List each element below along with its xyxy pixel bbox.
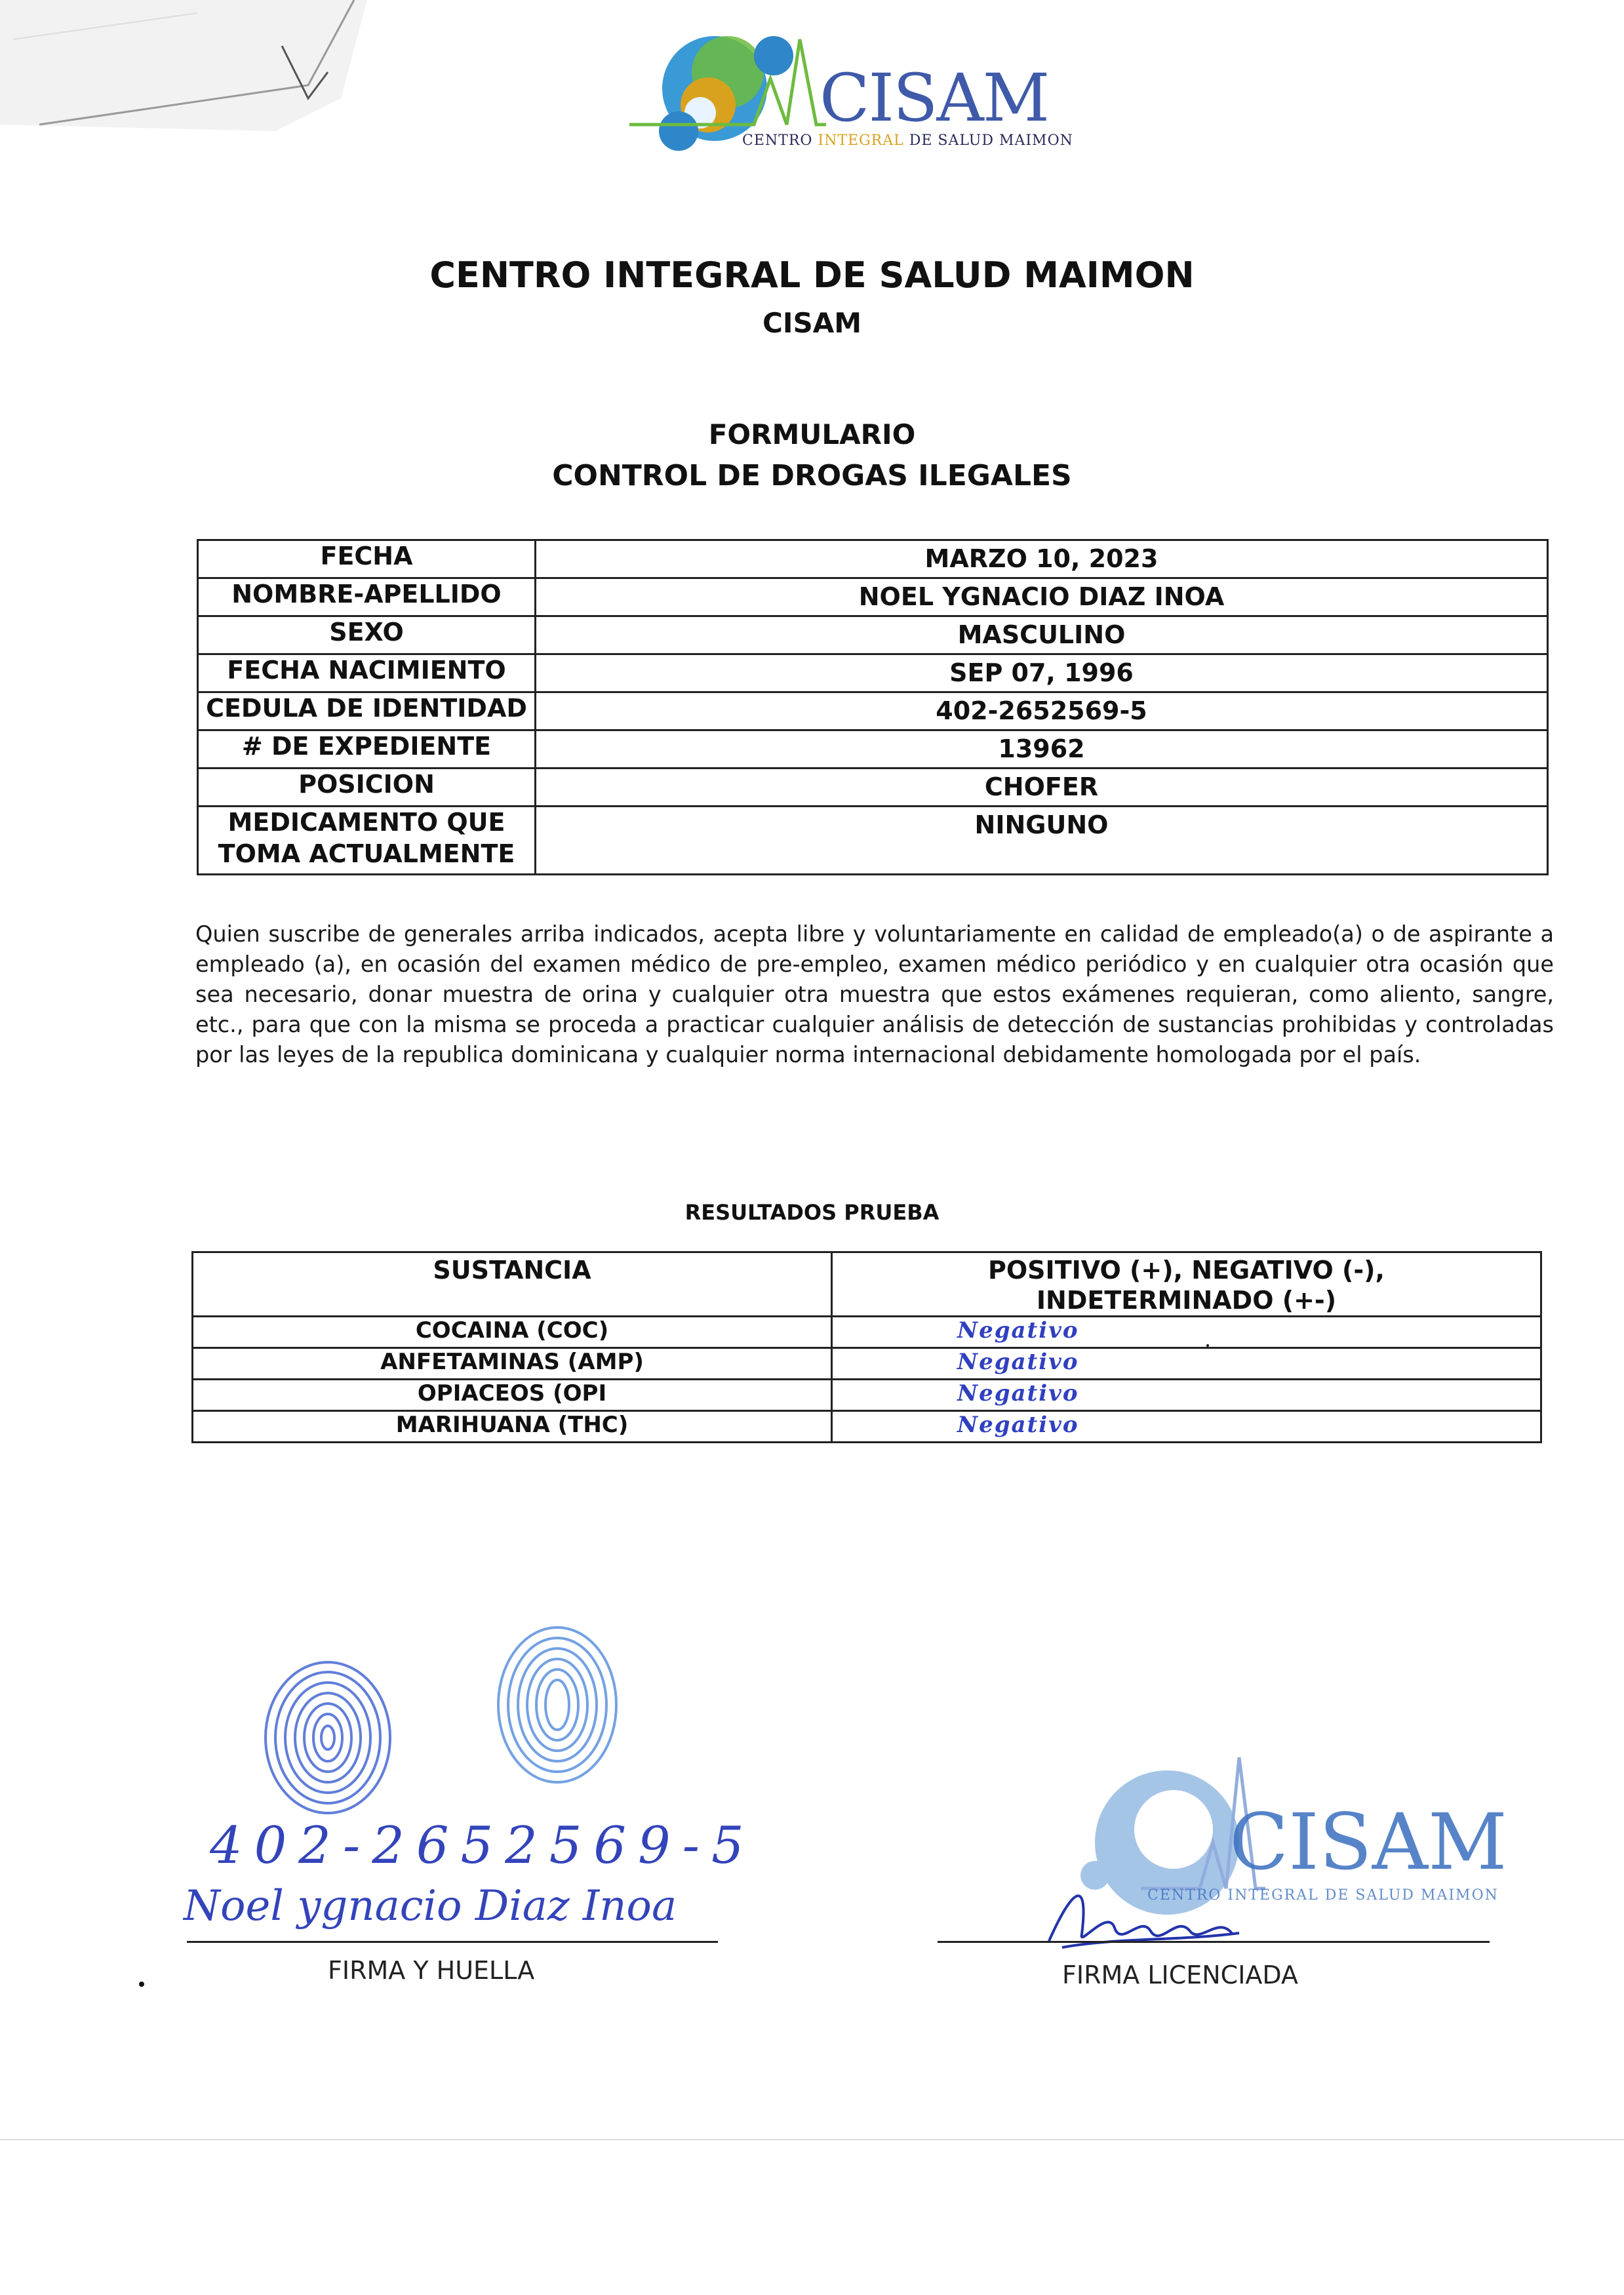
institution-title: CENTRO INTEGRAL DE SALUD MAIMON [429, 254, 1195, 296]
table-row [198, 540, 1548, 578]
substance-cell: MARIHUANA (THC) [193, 1411, 832, 1443]
field-value: 402-2652569-5 [536, 692, 1548, 730]
substance-cell: ANFETAMINAS (AMP) [193, 1348, 832, 1380]
logo-subtitle: CENTRO INTEGRAL DE SALUD MAIMON [742, 132, 1073, 149]
table-row [193, 1348, 1541, 1380]
field-label: MEDICAMENTO QUE TOMA ACTUALMENTE [198, 807, 536, 875]
stamp-subtitle: CENTRO INTEGRAL DE SALUD MAIMON [1147, 1887, 1499, 1904]
signature-line-left [187, 1941, 718, 1943]
field-label: POSICION [198, 768, 536, 807]
handwritten-result: Negativo [832, 1380, 1541, 1411]
form-title: CONTROL DE DROGAS ILEGALES [552, 459, 1072, 492]
field-value: MARZO 10, 2023 [536, 540, 1548, 578]
signature-caption-right: FIRMA LICENCIADA [1062, 1961, 1298, 1989]
scan-speck [1206, 1344, 1209, 1347]
substance-cell: COCAINA (COC) [193, 1317, 832, 1348]
table-row [193, 1411, 1541, 1443]
field-value: MASCULINO [536, 616, 1548, 654]
field-label: FECHA [198, 540, 536, 578]
handwritten-result: Negativo [832, 1348, 1541, 1380]
table-row [193, 1380, 1541, 1411]
form-label: FORMULARIO [708, 418, 916, 450]
table-row [198, 616, 1548, 654]
table-row [198, 654, 1548, 692]
field-label: SEXO [198, 616, 536, 654]
institution-acronym: CISAM [762, 307, 862, 339]
table-row [198, 730, 1548, 768]
field-value: NINGUNO [536, 807, 1548, 875]
table-row [198, 692, 1548, 730]
column-header-result: POSITIVO (+), NEGATIVO (-), INDETERMINADO (+-) [832, 1252, 1541, 1317]
field-label: NOMBRE-APELLIDO [198, 578, 536, 616]
field-value: SEP 07, 1996 [536, 654, 1548, 692]
substance-cell: OPIACEOS (OPI [193, 1380, 832, 1411]
page-edge [0, 2139, 1624, 2140]
table-row [198, 768, 1548, 807]
stamp-wordmark: CISAM [1229, 1797, 1507, 1887]
handwritten-result: Negativo [832, 1317, 1541, 1348]
table-row [198, 807, 1548, 875]
signature-line-right [938, 1941, 1490, 1943]
field-value: 13962 [536, 730, 1548, 768]
consent-paragraph: Quien suscribe de generales arriba indicados, acepta libre y voluntariamente en calidad de empleado(a) o de aspirante a empleado (a), en ocasión del examen médico de pre-empleo, examen médico periódico y en cualquier otra ocasión que sea necesario, donar muestra de orina y cualquier otra muestra que estos exámenes requieran, como aliento, sangre, etc., para que con la misma se proceda a practicar cualquier análisis de detección de sustancias prohibidas y controladas por las leyes de la republica dominicana y cualquier norma internacional debidamente homologada por el país. [195, 921, 1554, 1068]
fingerprint-icon [256, 1652, 400, 1823]
logo-wordmark: CISAM [820, 60, 1049, 136]
results-heading: RESULTADOS PRUEBA [684, 1200, 940, 1225]
handwritten-signature: Noel ygnacio Diaz Inoa [184, 1882, 677, 1930]
field-value: NOEL YGNACIO DIAZ INOA [536, 578, 1548, 616]
field-label: # DE EXPEDIENTE [198, 730, 536, 768]
folded-corner-artifact [0, 0, 367, 144]
field-label: FECHA NACIMIENTO [198, 654, 536, 692]
cisam-logo [629, 26, 1073, 170]
column-header-substance: SUSTANCIA [193, 1252, 832, 1317]
handwritten-id-number: 402-2652569-5 [210, 1816, 756, 1875]
field-label: CEDULA DE IDENTIDAD [198, 692, 536, 730]
table-row [193, 1317, 1541, 1348]
field-value: CHOFER [536, 768, 1548, 807]
handwritten-result: Negativo [832, 1411, 1541, 1443]
table-row [198, 578, 1548, 616]
table-header-row [193, 1252, 1541, 1317]
results-table [191, 1251, 1542, 1443]
scan-speck [139, 1982, 144, 1987]
fingerprint-icon [485, 1620, 629, 1790]
patient-info-table [197, 539, 1549, 875]
signature-caption-left: FIRMA Y HUELLA [328, 1956, 535, 1985]
